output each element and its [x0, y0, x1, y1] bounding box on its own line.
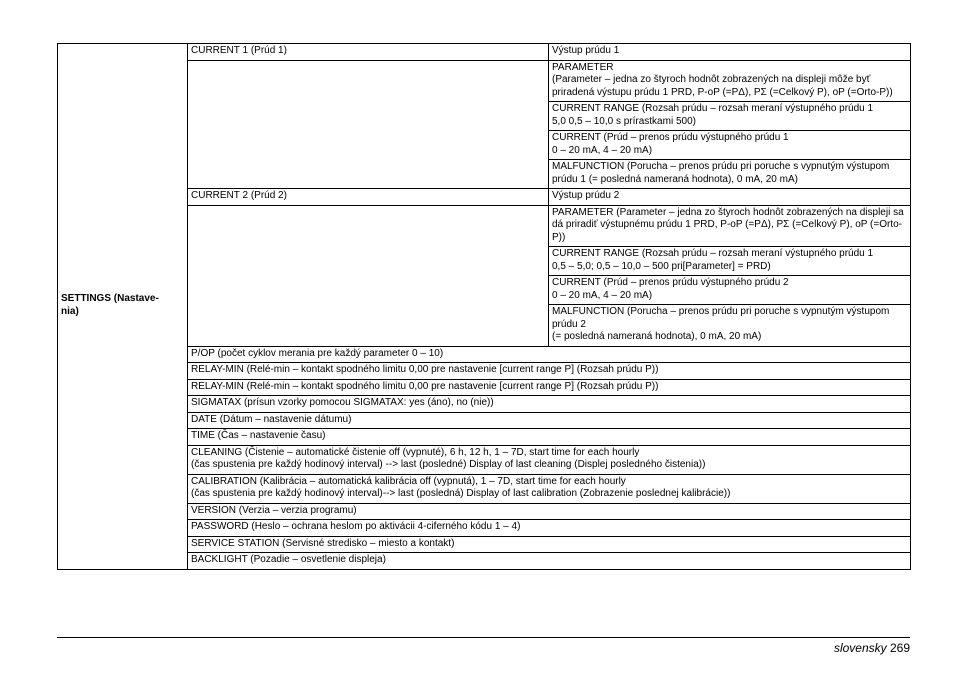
current1-label: CURRENT 1 (Prúd 1)	[188, 44, 549, 61]
row-sigmatax: SIGMATAX (prísun vzorky pomocou SIGMATAX: yes (áno), no (nie))	[188, 396, 911, 413]
row-relay-min-1: RELAY-MIN (Relé-min – kontakt spodného limitu 0,00 pre nastavenie [current range P] (Rozsah prúdu P))	[188, 363, 911, 380]
page-number: 269	[889, 641, 910, 655]
row-calibration: CALIBRATION (Kalibrácia – automatická kalibrácia off (vypnutá), 1 – 7D, start time for each hourly (čas spustenia pre každý hodinový interval)--> last (posledná) Display of last calibration (Zobrazenie poslednej kalibrácie))	[188, 474, 911, 503]
footer-divider	[57, 637, 910, 638]
row-pop: P/OP (počet cyklov merania pre každý parameter 0 – 10)	[188, 346, 911, 363]
current1-range: CURRENT RANGE (Rozsah prúdu – rozsah meraní výstupného prúdu 1 5,0 0,5 – 10,0 s prírastkami 500)	[549, 102, 911, 131]
row-version: VERSION (Verzia – verzia programu)	[188, 503, 911, 520]
current2-parameter: PARAMETER (Parameter – jedna zo štyroch hodnôt zobrazených na displeji sa dá priradiť výstupnému prúdu 1 PRD, P-oP (=PΔ), PΣ (=Celkový P), oP (=Orto-P))	[549, 205, 911, 247]
current2-current: CURRENT (Prúd – prenos prúdu výstupného prúdu 2 0 – 20 mA, 4 – 20 mA)	[549, 276, 911, 305]
row-cleaning: CLEANING (Čistenie – automatické čistenie off (vypnuté), 6 h, 12 h, 1 – 7D, start time for each hourly (čas spustenia pre každý hodinový interval) --> last (posledné) Display of last cleaning (Displej posledného čistenia))	[188, 445, 911, 474]
current2-blank	[188, 205, 549, 346]
current2-malfunction: MALFUNCTION (Porucha – prenos prúdu pri poruche s vypnutým výstupom prúdu 2 (= posledná nameraná hodnota), 0 mA, 20 mA)	[549, 305, 911, 347]
row-date: DATE (Dátum – nastavenie dátumu)	[188, 412, 911, 429]
current1-header: Výstup prúdu 1	[549, 44, 911, 61]
table-row	[58, 44, 911, 61]
row-time: TIME (Čas – nastavenie času)	[188, 429, 911, 446]
page-footer	[834, 641, 910, 655]
current2-header: Výstup prúdu 2	[549, 189, 911, 206]
footer-language: slovensky	[833, 641, 887, 655]
row-relay-min-2: RELAY-MIN (Relé-min – kontakt spodného limitu 0,00 pre nastavenie [current range P] (Rozsah prúdu P))	[188, 379, 911, 396]
row-service-station: SERVICE STATION (Servisné stredisko – miesto a kontakt)	[188, 536, 911, 553]
current1-blank	[188, 60, 549, 189]
section-label: SETTINGS (Nastave- nia)	[58, 44, 188, 570]
current2-label: CURRENT 2 (Prúd 2)	[188, 189, 549, 206]
settings-table	[57, 43, 911, 570]
row-backlight: BACKLIGHT (Pozadie – osvetlenie displeja)	[188, 553, 911, 570]
current1-parameter: PARAMETER (Parameter – jedna zo štyroch hodnôt zobrazených na displeji môže byť priradená výstupu prúdu 1 PRD, P-oP (=PΔ), PΣ (=Celkový P), oP (=Orto-P))	[549, 60, 911, 102]
current2-range: CURRENT RANGE (Rozsah prúdu – rozsah meraní výstupného prúdu 1 0,5 – 5,0; 0,5 – 10,0 – 500 pri[Parameter] = PRD)	[549, 247, 911, 276]
row-password: PASSWORD (Heslo – ochrana heslom po aktivácii 4-ciferného kódu 1 – 4)	[188, 520, 911, 537]
current1-malfunction: MALFUNCTION (Porucha – prenos prúdu pri poruche s vypnutým výstupom prúdu 1 (= posledná nameraná hodnota), 0 mA, 20 mA)	[549, 160, 911, 189]
current1-current: CURRENT (Prúd – prenos prúdu výstupného prúdu 1 0 – 20 mA, 4 – 20 mA)	[549, 131, 911, 160]
